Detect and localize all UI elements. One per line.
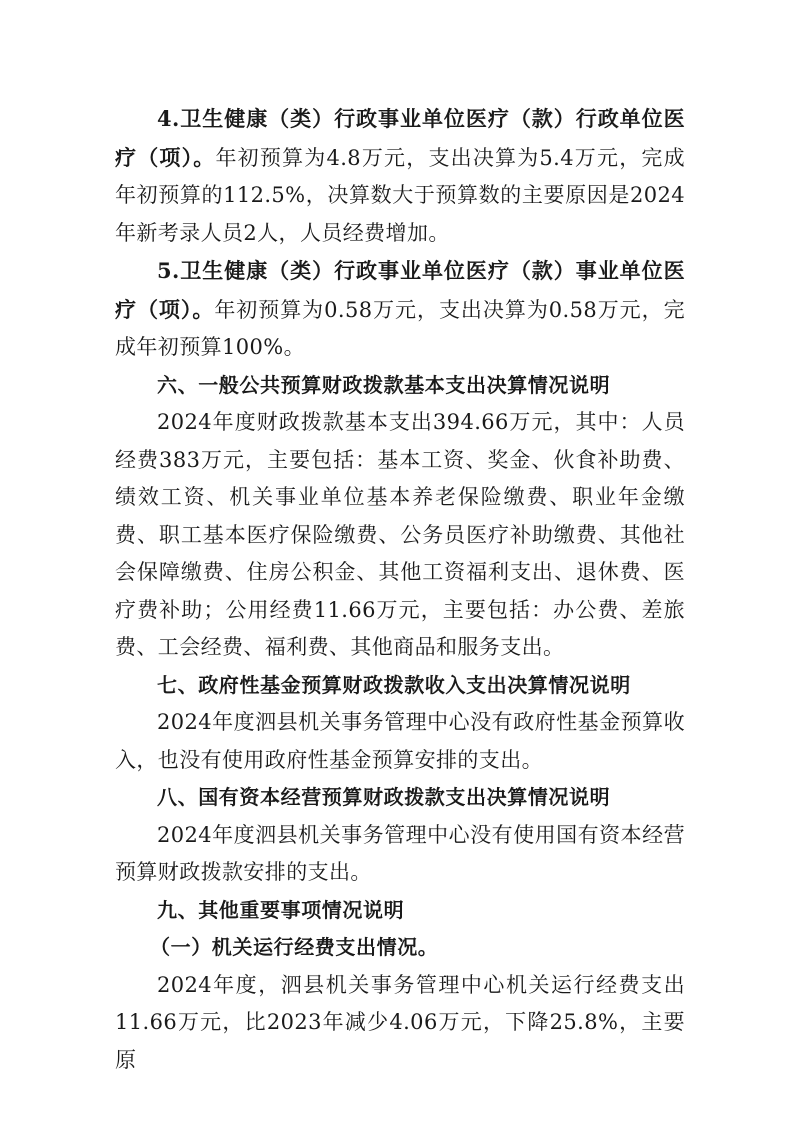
paragraph-government-fund: 2024年度泗县机关事务管理中心没有政府性基金预算收入，也没有使用政府性基金预算安排的支出。 <box>115 710 685 772</box>
subsection-heading-9-1: （一）机关运行经费支出情况。 <box>150 935 439 959</box>
section-heading-7: 七、政府性基金预算财政拨款收入支出决算情况说明 <box>157 672 631 697</box>
paragraph-item-5 <box>115 252 685 367</box>
section-heading-6: 六、一般公共预算财政拨款基本支出决算情况说明 <box>157 372 611 397</box>
paragraph-basic-expenditure: 2024年度财政拨款基本支出394.66万元，其中：人员经费383万元，主要包括：基本工资、奖金、伙食补助费、绩效工资、机关事业单位基本养老保险缴费、职业年金缴费、职工基本医疗保险缴费、公务员医疗补助缴费、其他社会保障缴费、住房公积金、其他工资福利支出、退休费、医疗费补助；公用经费11.66万元，主要包括：办公费、差旅费、工会经费、福利费、其他商品和服务支出。 <box>115 410 685 659</box>
paragraph-operating-expenses: 2024年度，泗县机关事务管理中心机关运行经费支出11.66万元，比2023年减少4.06万元，下降25.8%，主要原 <box>115 972 685 1072</box>
paragraph-item-4 <box>115 100 685 252</box>
item-4-text: 年初预算为4.8万元，支出决算为5.4万元，完成年初预算的112.5%，决算数大于预算数的主要原因是2024年新考录人员2人，人员经费增加。 <box>115 145 685 245</box>
section-heading-9: 九、其他重要事项情况说明 <box>157 897 405 922</box>
item-4-title: 4.卫生健康（类）行政事业单位医疗（款）行政单位医疗（项）。 <box>115 106 685 170</box>
item-5-text: 年初预算为0.58万元，支出决算为0.58万元，完成年初预算100%。 <box>115 297 686 359</box>
section-heading-8: 八、国有资本经营预算财政拨款支出决算情况说明 <box>157 785 611 809</box>
paragraph-state-capital: 2024年度泗县机关事务管理中心没有使用国有资本经营预算财政拨款安排的支出。 <box>115 822 685 884</box>
item-5-title: 5.卫生健康（类）行政事业单位医疗（款）事业单位医疗（项）。 <box>115 258 685 322</box>
document-body <box>115 100 685 1079</box>
